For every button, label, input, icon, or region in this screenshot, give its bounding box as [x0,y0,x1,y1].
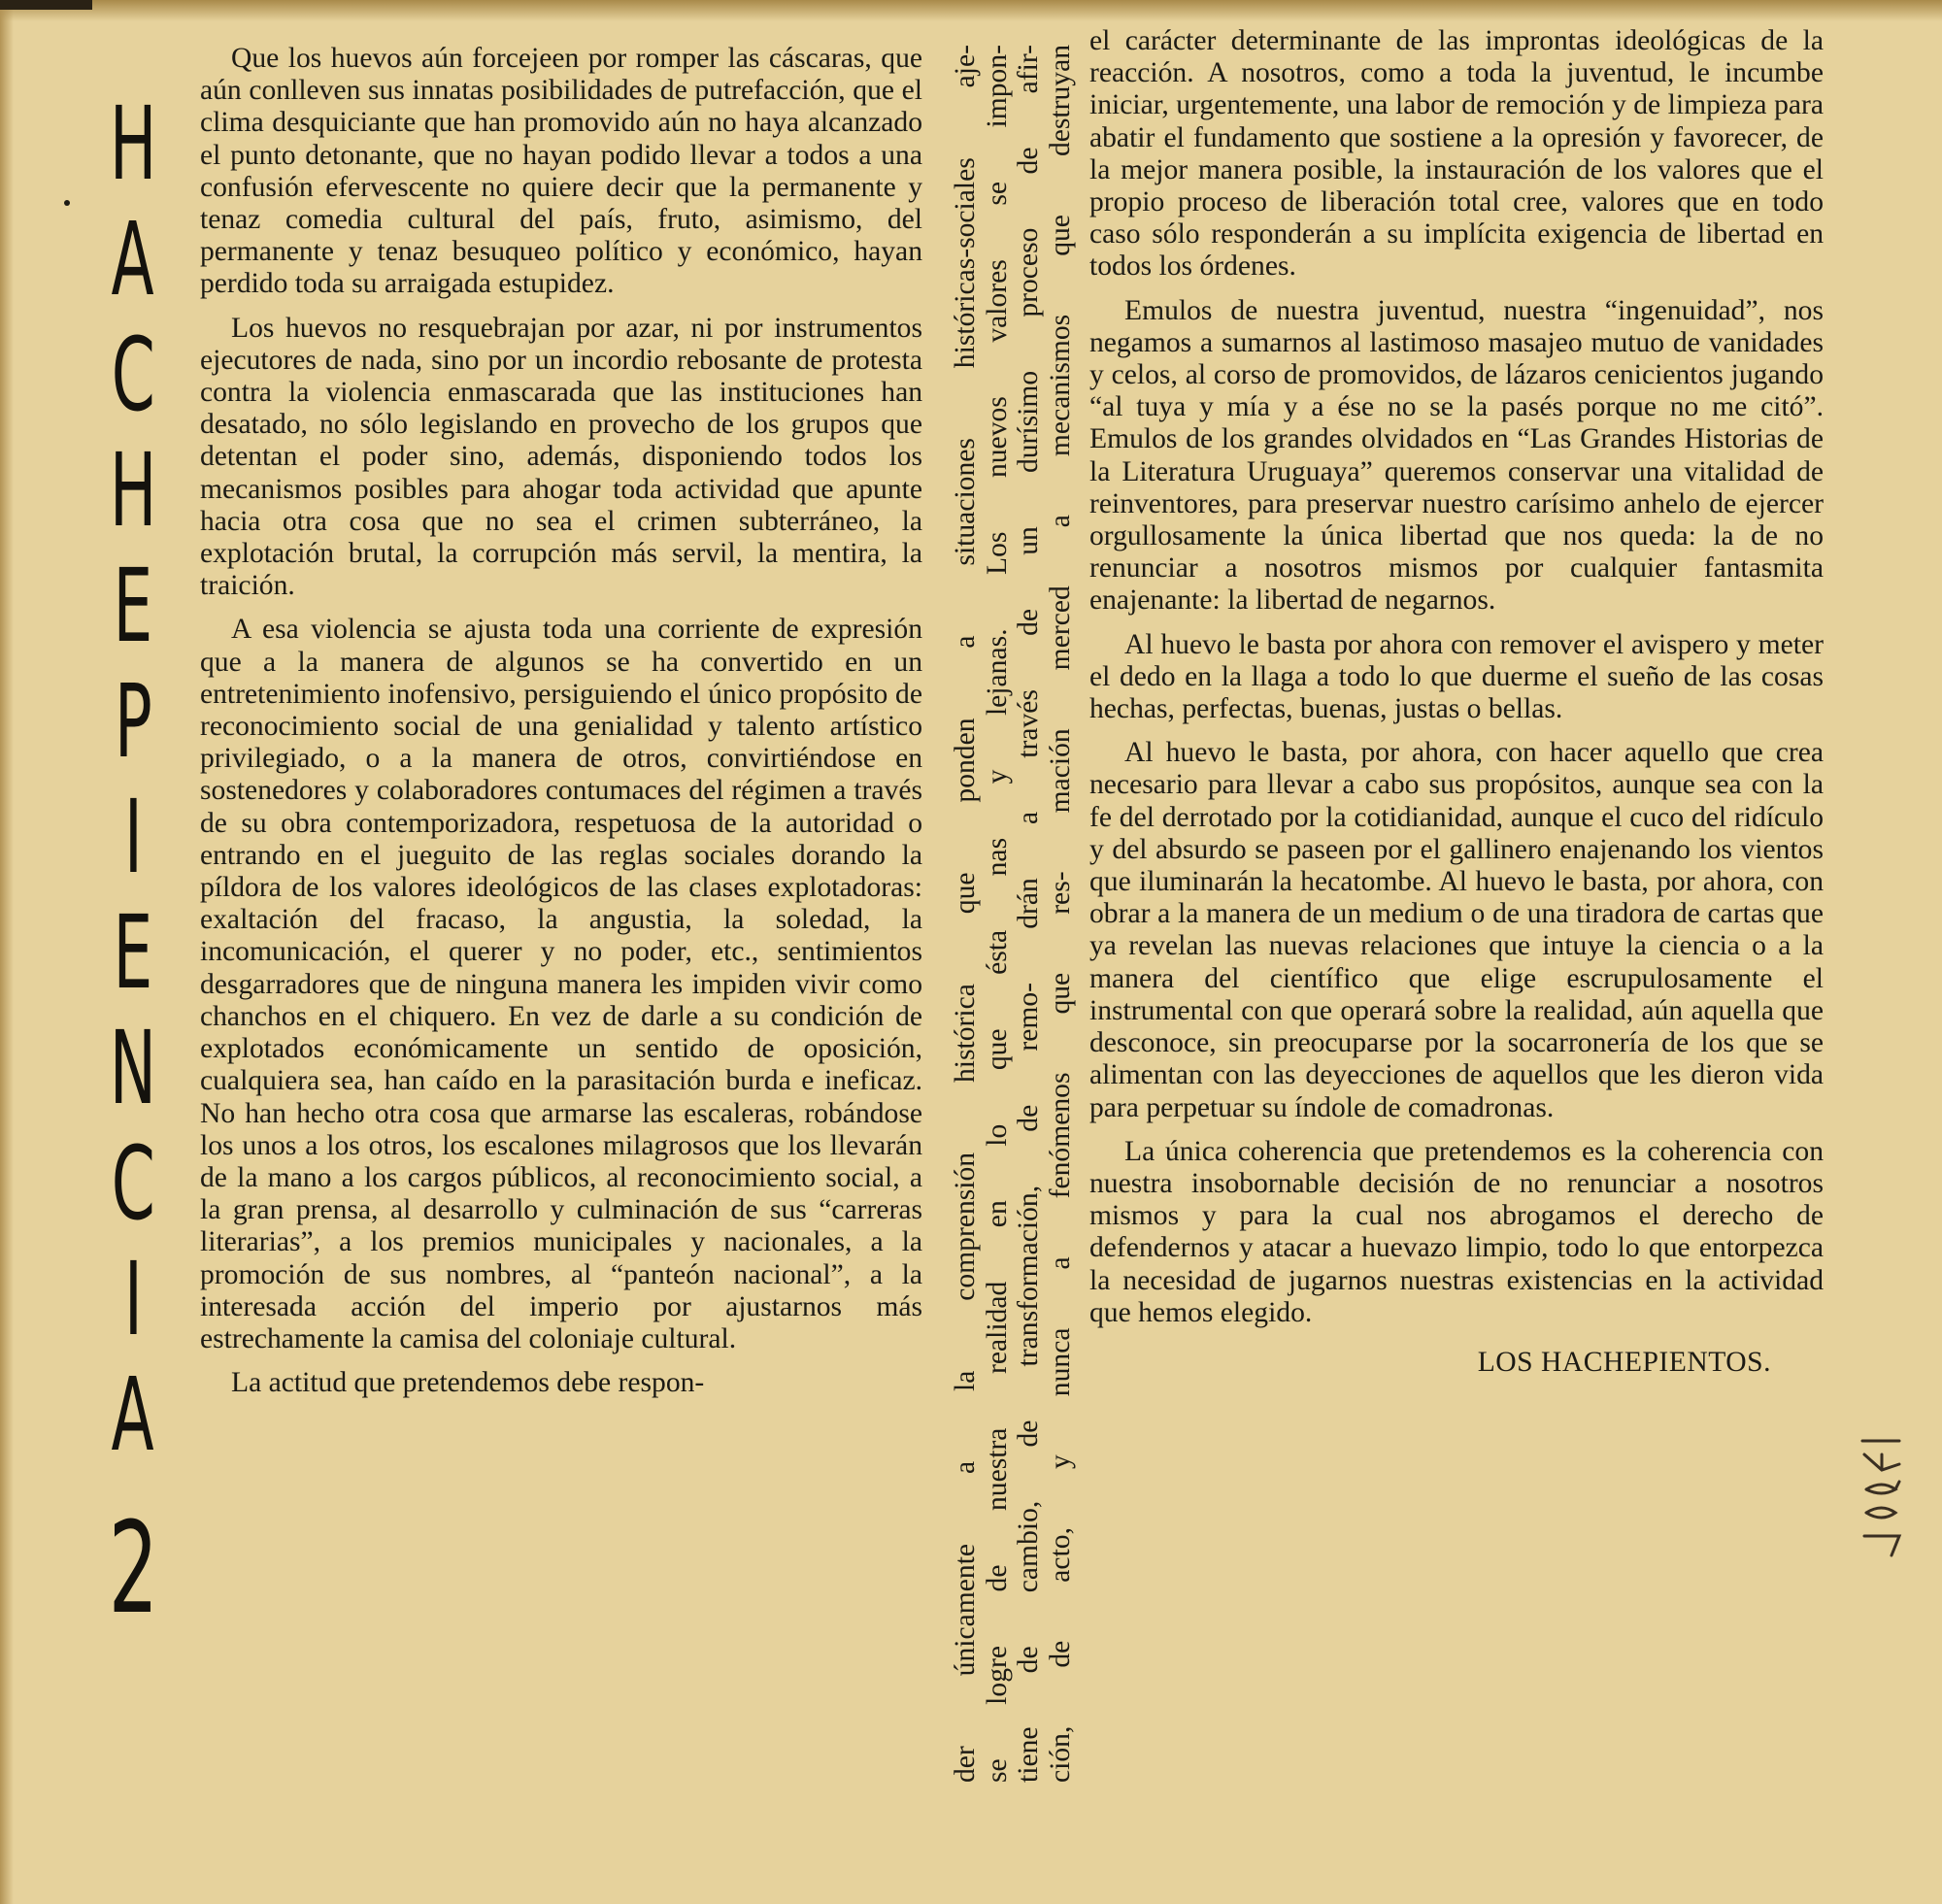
rotated-line: se logre de nuestra realidad en lo que ésta nas y lejanas. Los nuevos valores se impon- [981,45,1013,1783]
paragraph: el carácter determinante de las improntas ideológicas de la reacción. A nosotros, como a toda la juventud, le incumbe iniciar, urgentemente, una labor de remoción y de limpieza para abatir el fundamento que sostiene a la opresión y favorecer, de la mejor manera posible, la instauración de los valores que el propio proceso de liberación total cree, valores que en todo caso sólo responderán a su implícita exigencia de libertad en todos los órdenes. [1089,25,1824,283]
issue-number: 2 [108,1494,158,1642]
masthead-letter: E [113,547,153,665]
masthead-letter: A [111,1355,155,1474]
masthead-letter: A [111,200,155,318]
masthead-letter: P [114,662,152,781]
masthead-title [80,84,186,1763]
masthead-letter: I [123,1240,143,1358]
left-text-column [200,43,922,1411]
masthead-letter: C [111,1124,155,1243]
masthead-letter: H [109,431,157,550]
signature: LOS HACHEPIENTOS. [1477,1346,1771,1378]
paragraph: La única coherencia que pretendemos es la coherencia con nuestra insobornable decisión de no renunciar a nosotros mismos y para la cual nos abrogamos el derecho de defendernos y atacar a huevazo limpio, todo lo que entorpezca la necesidad de jugarnos nuestras existencias en la actividad que hemos elegido. [1089,1135,1824,1328]
paragraph: Los huevos no resquebrajan por azar, ni por instrumentos ejecutores de nada, sino por un incordio rebosante de protesta contra la violencia enmascarada que las instituciones han desatado, no sólo legislando en provecho de los grupos que detentan el poder sino, además, disponiendo todos los mecanismos posibles para ahogar toda actividad que apunte hacia otra cosa que no sea el crimen subterráneo, la explotación brutal, la corrupción más servil, la mentira, la traición. [200,312,922,602]
ink-dot [64,200,70,206]
rotated-text-column [950,45,1076,1783]
paragraph: Emulos de nuestra juventud, nuestra “ingenuidad”, nos negamos a sumarnos al lastimoso masajeo mutuo de vanidades y celos, al corso de promovidos, de lázaros cenicientos jugando “al tuya y mía y a ése no se la pasés porque no me citó”. Emulos de los grandes olvidados en “Las Grandes Historias de la Literatura Uruguaya” queremos conservar una vitalidad de reinventores, para preservar nuestro carísimo anhelo de ejercer orgullosamente la única libertad que nos queda: la de no renunciar a nosotros mismos por cualquier fantasmita enajenante: la libertad de negarnos. [1089,294,1824,617]
rotated-text-block [950,45,1076,1783]
rotated-line: ción, de acto, y nunca a fenómenos que res- mación merced a mecanismos que destruyan [1044,45,1076,1783]
corner-tape-mark [0,0,92,10]
masthead-letter: H [109,84,157,203]
paragraph: Al huevo le basta por ahora con remover el avispero y meter el dedo en la llaga a todo lo que duerme el sueño de las cosas hechas, perfectas, buenas, justas o bellas. [1089,628,1824,725]
paragraph: Al huevo le basta, por ahora, con hacer aquello que crea necesario para llevar a cabo sus propósitos, aunque sea con la fe del derrotado por la cotidianidad, aunque el cuco del ridículo y del absurdo se paseen por el gallinero enajenando los vientos que iluminarán la hecatombe. Al huevo le basta, por ahora, con obrar a la manera de un medium o de una tiradora de cartas que ya revelan las nuevas relaciones que intuye la ciencia o a la manera del científico que elige escrupulosamente el instrumental con que operará sobre la realidad, aún aquella que desconoce, sin preocuparse por la socarronería de los que se alimentan con las deyecciones de aquellos que les dieron vida para perpetuar su índole de comadronas. [1089,737,1824,1123]
paragraph: La actitud que pretendemos debe respon- [231,1367,705,1399]
rotated-line: der únicamente a la comprensión histórica que ponden a situaciones históricas-sociales aje- [950,45,981,1783]
masthead-letter: I [123,778,143,896]
page-edge-shadow [0,0,14,1904]
paragraph: Que los huevos aún forcejeen por romper las cáscaras, que aún conlleven sus innatas posibilidades de putrefacción, que el clima desquiciante que han promovido aún no haya alcanzado el punto detonante, que no hayan podido llevar a todos a una confusión efervescente no quiere decir que la permanente y tenaz comedia cultural del país, fruto, asimismo, del permanente y tenaz besuqueo político y económico, hayan perdido toda su arraigada estupidez. [200,43,922,300]
right-text-column [1089,25,1824,1390]
rotated-line: tiene de cambio, de transformación, de remo- drán a través de un durísimo proceso de afir- [1013,45,1044,1783]
masthead-letter: N [109,1009,157,1127]
handwritten-archive-number [1853,1435,1911,1581]
masthead-letter: E [113,893,153,1012]
masthead-letter: C [111,316,155,434]
paragraph: A esa violencia se ajusta toda una corriente de expresión que a la manera de algunos se ha convertido en un entretenimiento inofensivo, persiguiendo el único propósito de reconocimiento social de una genialidad y talento artístico privilegiado, o a la manera de otros, convirtiéndose en sostenedores y colaboradores contumaces del régimen a través de su obra contemporizadora, respetuosa de la autoridad o entrando en el jueguito de las reglas sociales dorando la píldora de los valores ideológicos de las clases explotadoras: exaltación del fracaso, la angustia, la soledad, la incomunicación, el querer y no poder, etc., sentimientos desgarradores que de ninguna manera les impiden vivir como chanchos en el chiquero. En vez de darle a su condición de explotados económicamente un sentido de oposición, cualquiera sea, han caído en la parasitación burda e ineficaz. No han hecho otra cosa que armarse las escaleras, robándose los unos a los otros, los escalones milagrosos que los llevarán de la mano a los cargos públicos, al reconocimiento social, a la gran prensa, al desarrollo y culminación de sus “carreras literarias”, a los premios municipales y nacionales, a la promoción de sus nombres, al “panteón nacional”, a la interesada acción del imperio por ajustarnos más estrechamente la camisa del coloniaje cultural. [200,614,922,1354]
